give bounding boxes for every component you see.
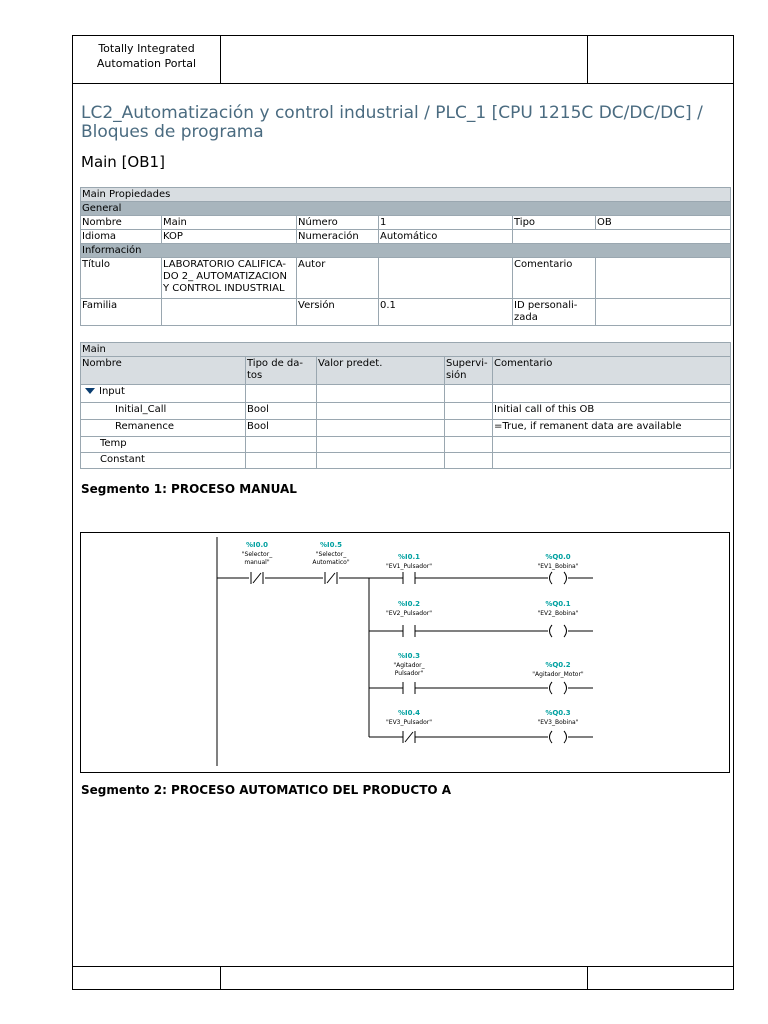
contact-tag: Automatico": [312, 559, 350, 566]
row-name-text: Input: [99, 386, 125, 397]
nombre-label: Nombre: [81, 216, 162, 230]
interface-table: [80, 342, 731, 469]
row-default: [317, 437, 445, 453]
row-type: Bool: [246, 420, 317, 437]
contact-address: %I0.0: [245, 541, 269, 549]
idioma-value: KOP: [162, 230, 297, 244]
interface-header-supervision: Supervi-sión: [445, 357, 493, 385]
properties-section-title: Main Propiedades: [81, 188, 731, 202]
interface-header-comentario: Comentario: [493, 357, 731, 385]
coil: [550, 731, 567, 743]
id-value: [596, 299, 731, 326]
row-sup: [445, 420, 493, 437]
ladder-diagram: [81, 533, 729, 772]
comentario-label: Comentario: [513, 258, 596, 299]
collapse-triangle-icon[interactable]: [85, 388, 95, 394]
interface-header-tipo: Tipo de da-tos: [246, 357, 317, 385]
id-label: ID personali-zada: [513, 299, 596, 326]
numeracion-value: Automático: [379, 230, 513, 244]
contact-address: %I0.1: [397, 553, 421, 561]
empty-cell: [513, 230, 731, 244]
footer-middle-cell: [221, 967, 588, 989]
row-default: [317, 420, 445, 437]
row-comment: [493, 437, 731, 453]
row-comment: [493, 385, 731, 403]
row-type: [246, 453, 317, 469]
nombre-value: Main: [162, 216, 297, 230]
numero-value: 1: [379, 216, 513, 230]
header-brand: [73, 36, 221, 83]
coil-address: %Q0.1: [545, 600, 571, 608]
coil: [550, 682, 567, 694]
segment1-title: Segmento 1: PROCESO MANUAL: [81, 482, 297, 496]
contact-nc: [403, 731, 415, 743]
row-type: [246, 437, 317, 453]
row-comment: Initial call of this OB: [493, 403, 731, 420]
tipo-label: Tipo: [513, 216, 596, 230]
block-title: Main [OB1]: [81, 153, 165, 171]
row-comment: [493, 453, 731, 469]
page-frame: [72, 35, 734, 990]
page-header: [72, 35, 734, 84]
autor-label: Autor: [297, 258, 379, 299]
table-row: [81, 403, 731, 420]
footer-right-cell: [588, 967, 733, 989]
table-row: [81, 385, 731, 403]
row-type: Bool: [246, 403, 317, 420]
footer-left-cell: [73, 967, 221, 989]
header-middle-cell: [221, 36, 588, 83]
titulo-value: LABORATORIO CALIFICA-DO 2_ AUTOMATIZACION Y CONTROL INDUSTRIAL: [162, 258, 297, 299]
row-default: [317, 453, 445, 469]
interface-header-nombre: Nombre: [81, 357, 246, 385]
row-default: [317, 385, 445, 403]
familia-value: [162, 299, 297, 326]
interface-header-valor: Valor predet.: [317, 357, 445, 385]
contact-tag: "EV2_Pulsador": [386, 610, 432, 617]
contact-address: %I0.3: [397, 652, 421, 660]
project-path-title: LC2_Automatización y control industrial / PLC_1 [CPU 1215C DC/DC/DC] / Bloques de programa: [81, 103, 703, 142]
contact-tag: "Selector_: [315, 551, 347, 558]
table-row: [81, 453, 731, 469]
row-sup: [445, 385, 493, 403]
version-value: 0.1: [379, 299, 513, 326]
coil: [550, 625, 567, 637]
header-brand-line2: Automation Portal: [96, 57, 197, 70]
properties-table: [80, 187, 731, 326]
row-default: [317, 403, 445, 420]
contact-address: %I0.2: [397, 600, 421, 608]
row-sup: [445, 453, 493, 469]
row-name: Remanence: [81, 420, 246, 437]
coil-tag: "EV2_Bobina": [537, 610, 579, 617]
contact-no: [403, 682, 415, 694]
contact-address: %I0.5: [319, 541, 343, 549]
coil-address: %Q0.0: [545, 553, 571, 561]
row-name: Initial_Call: [81, 403, 246, 420]
contact-address: %I0.4: [397, 709, 421, 717]
header-right-cell: [588, 36, 733, 83]
coil-tag: "EV1_Bobina": [537, 563, 579, 570]
contact-no: [403, 625, 415, 637]
table-row: [81, 420, 731, 437]
idioma-label: Idioma: [81, 230, 162, 244]
contact-tag: "Selector_: [241, 551, 273, 558]
row-name: Temp: [81, 437, 246, 453]
coil-tag: "Agitador_Motor": [532, 671, 584, 678]
contact-no: [403, 572, 415, 584]
segment2-title: Segmento 2: PROCESO AUTOMATICO DEL PRODUCTO A: [81, 783, 452, 797]
general-section-title: General: [81, 202, 731, 216]
version-label: Versión: [297, 299, 379, 326]
row-comment: =True, if remanent data are available: [493, 420, 731, 437]
row-name: [81, 385, 246, 403]
tipo-value: OB: [596, 216, 731, 230]
numeracion-label: Numeración: [297, 230, 379, 244]
informacion-section-title: Información: [81, 244, 731, 258]
coil-address: %Q0.2: [545, 661, 571, 669]
contact-nc: [251, 572, 263, 584]
table-row: [81, 437, 731, 453]
ladder-network-1: [80, 532, 730, 773]
row-sup: [445, 437, 493, 453]
coil-address: %Q0.3: [545, 709, 571, 717]
page-footer: [72, 966, 734, 990]
interface-section-title: Main: [81, 343, 731, 357]
contact-tag: manual": [244, 559, 270, 566]
row-name: Constant: [81, 453, 246, 469]
numero-label: Número: [297, 216, 379, 230]
titulo-label: Título: [81, 258, 162, 299]
header-brand-line1: Totally Integrated: [98, 42, 195, 55]
coil-tag: "EV3_Bobina": [537, 719, 579, 726]
familia-label: Familia: [81, 299, 162, 326]
row-type: [246, 385, 317, 403]
contact-tag: Pulsador": [394, 670, 424, 677]
contact-nc: [325, 572, 337, 584]
comentario-value: [596, 258, 731, 299]
contact-tag: "EV1_Pulsador": [386, 563, 432, 570]
coil: [550, 572, 567, 584]
contact-tag: "EV3_Pulsador": [386, 719, 432, 726]
row-sup: [445, 403, 493, 420]
autor-value: [379, 258, 513, 299]
contact-tag: "Agitador_: [393, 662, 425, 669]
